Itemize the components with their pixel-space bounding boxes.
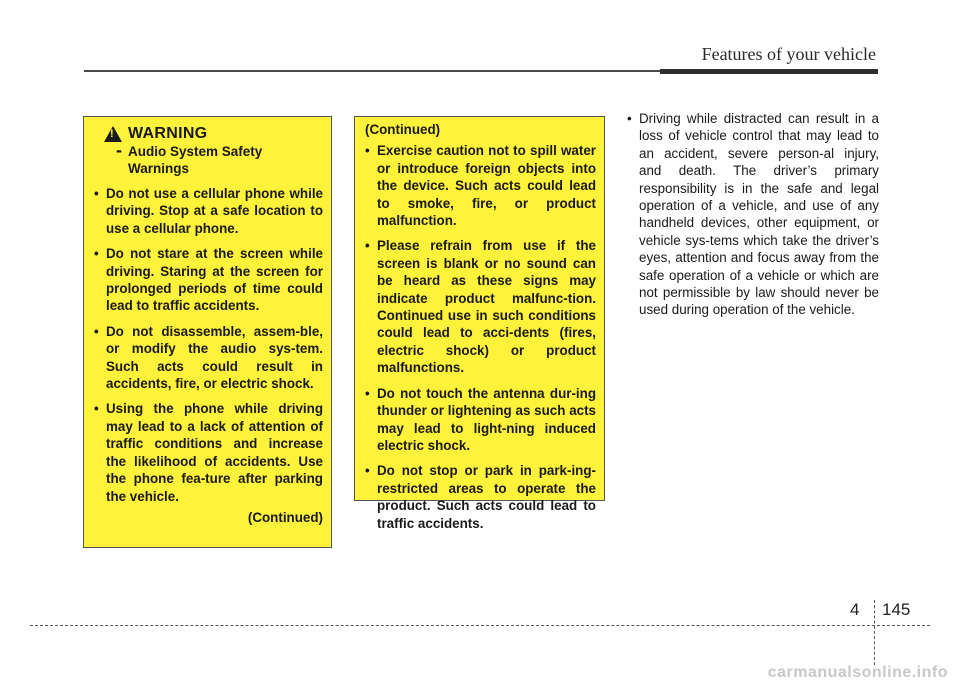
warning-triangle-icon <box>104 126 122 142</box>
watermark: carmanualsonline.info <box>767 664 948 681</box>
subtitle-dash: - <box>116 140 122 160</box>
body-text-paragraph: Driving while distracted can result in a loss of vehicle control that may lead to an accident, severe person-al injury, and death. The driver’s primary responsibility is in the safe and legal operation of a vehicle, and use of any handheld devices, other equipment, or vehicle sys-tems which take the driver’s eyes, attention and focus away from the safe operation of a vehicle or which are not permissible by law should never be used during operation of the vehicle. <box>639 111 879 318</box>
warning-subtitle-text: Audio System Safety Warnings <box>128 144 263 176</box>
continued-heading: (Continued) <box>365 122 441 137</box>
list-item: • Do not touch the antenna dur-ing thunder or lightening as such acts may lead to light-ning induced electric shock. <box>365 385 596 455</box>
page-number: 145 <box>882 600 911 619</box>
body-text-item <box>627 110 879 319</box>
warning-list <box>94 185 323 505</box>
warning-header <box>104 125 323 143</box>
list-item: • Do not use a cellular phone while driving. Stop at a safe location to use a cellular phone. <box>94 185 323 237</box>
list-item: • Please refrain from use if the screen is blank or no sound can be heard as these signs may indicate product malfunc-tion. Continued use in such conditions could lead to acci-dents (fires, electric shock) or product malfunctions. <box>365 237 596 376</box>
bullet: • <box>627 111 632 126</box>
page-header-title: Features of your vehicle <box>701 44 876 64</box>
list-item: • Do not disassemble, assem-ble, or modify the audio sys-tem. Such acts could result in accidents, fire, or electric shock. <box>94 323 323 393</box>
list-item: • Do not stare at the screen while driving. Staring at the screen for prolonged periods of time could lead to traffic accidents. <box>94 245 323 315</box>
warning-title: WARNING <box>128 125 208 142</box>
footer-divider <box>874 600 875 665</box>
warning-box <box>83 116 332 548</box>
list-item: • Using the phone while driving may lead to a lack of attention of traffic conditions and increase the likelihood of accidents. Use the phone fea-ture after parking the vehicle. <box>94 400 323 504</box>
continued-label: (Continued) <box>247 509 323 525</box>
header-rule-accent <box>660 69 878 74</box>
footer-rule <box>30 625 930 626</box>
continued-warning-box <box>354 116 605 531</box>
warning-subtitle <box>116 140 323 177</box>
body-text-column <box>627 110 879 319</box>
list-item: • Exercise caution not to spill water or introduce foreign objects into the device. Such acts could lead to smoke, fire, or product malfunction. <box>365 142 596 229</box>
list-item: • Do not stop or park in park-ing-restricted areas to operate the product. Such acts could lead to traffic accidents. <box>365 462 596 532</box>
section-number: 4 <box>850 600 860 619</box>
continued-list <box>365 142 596 532</box>
